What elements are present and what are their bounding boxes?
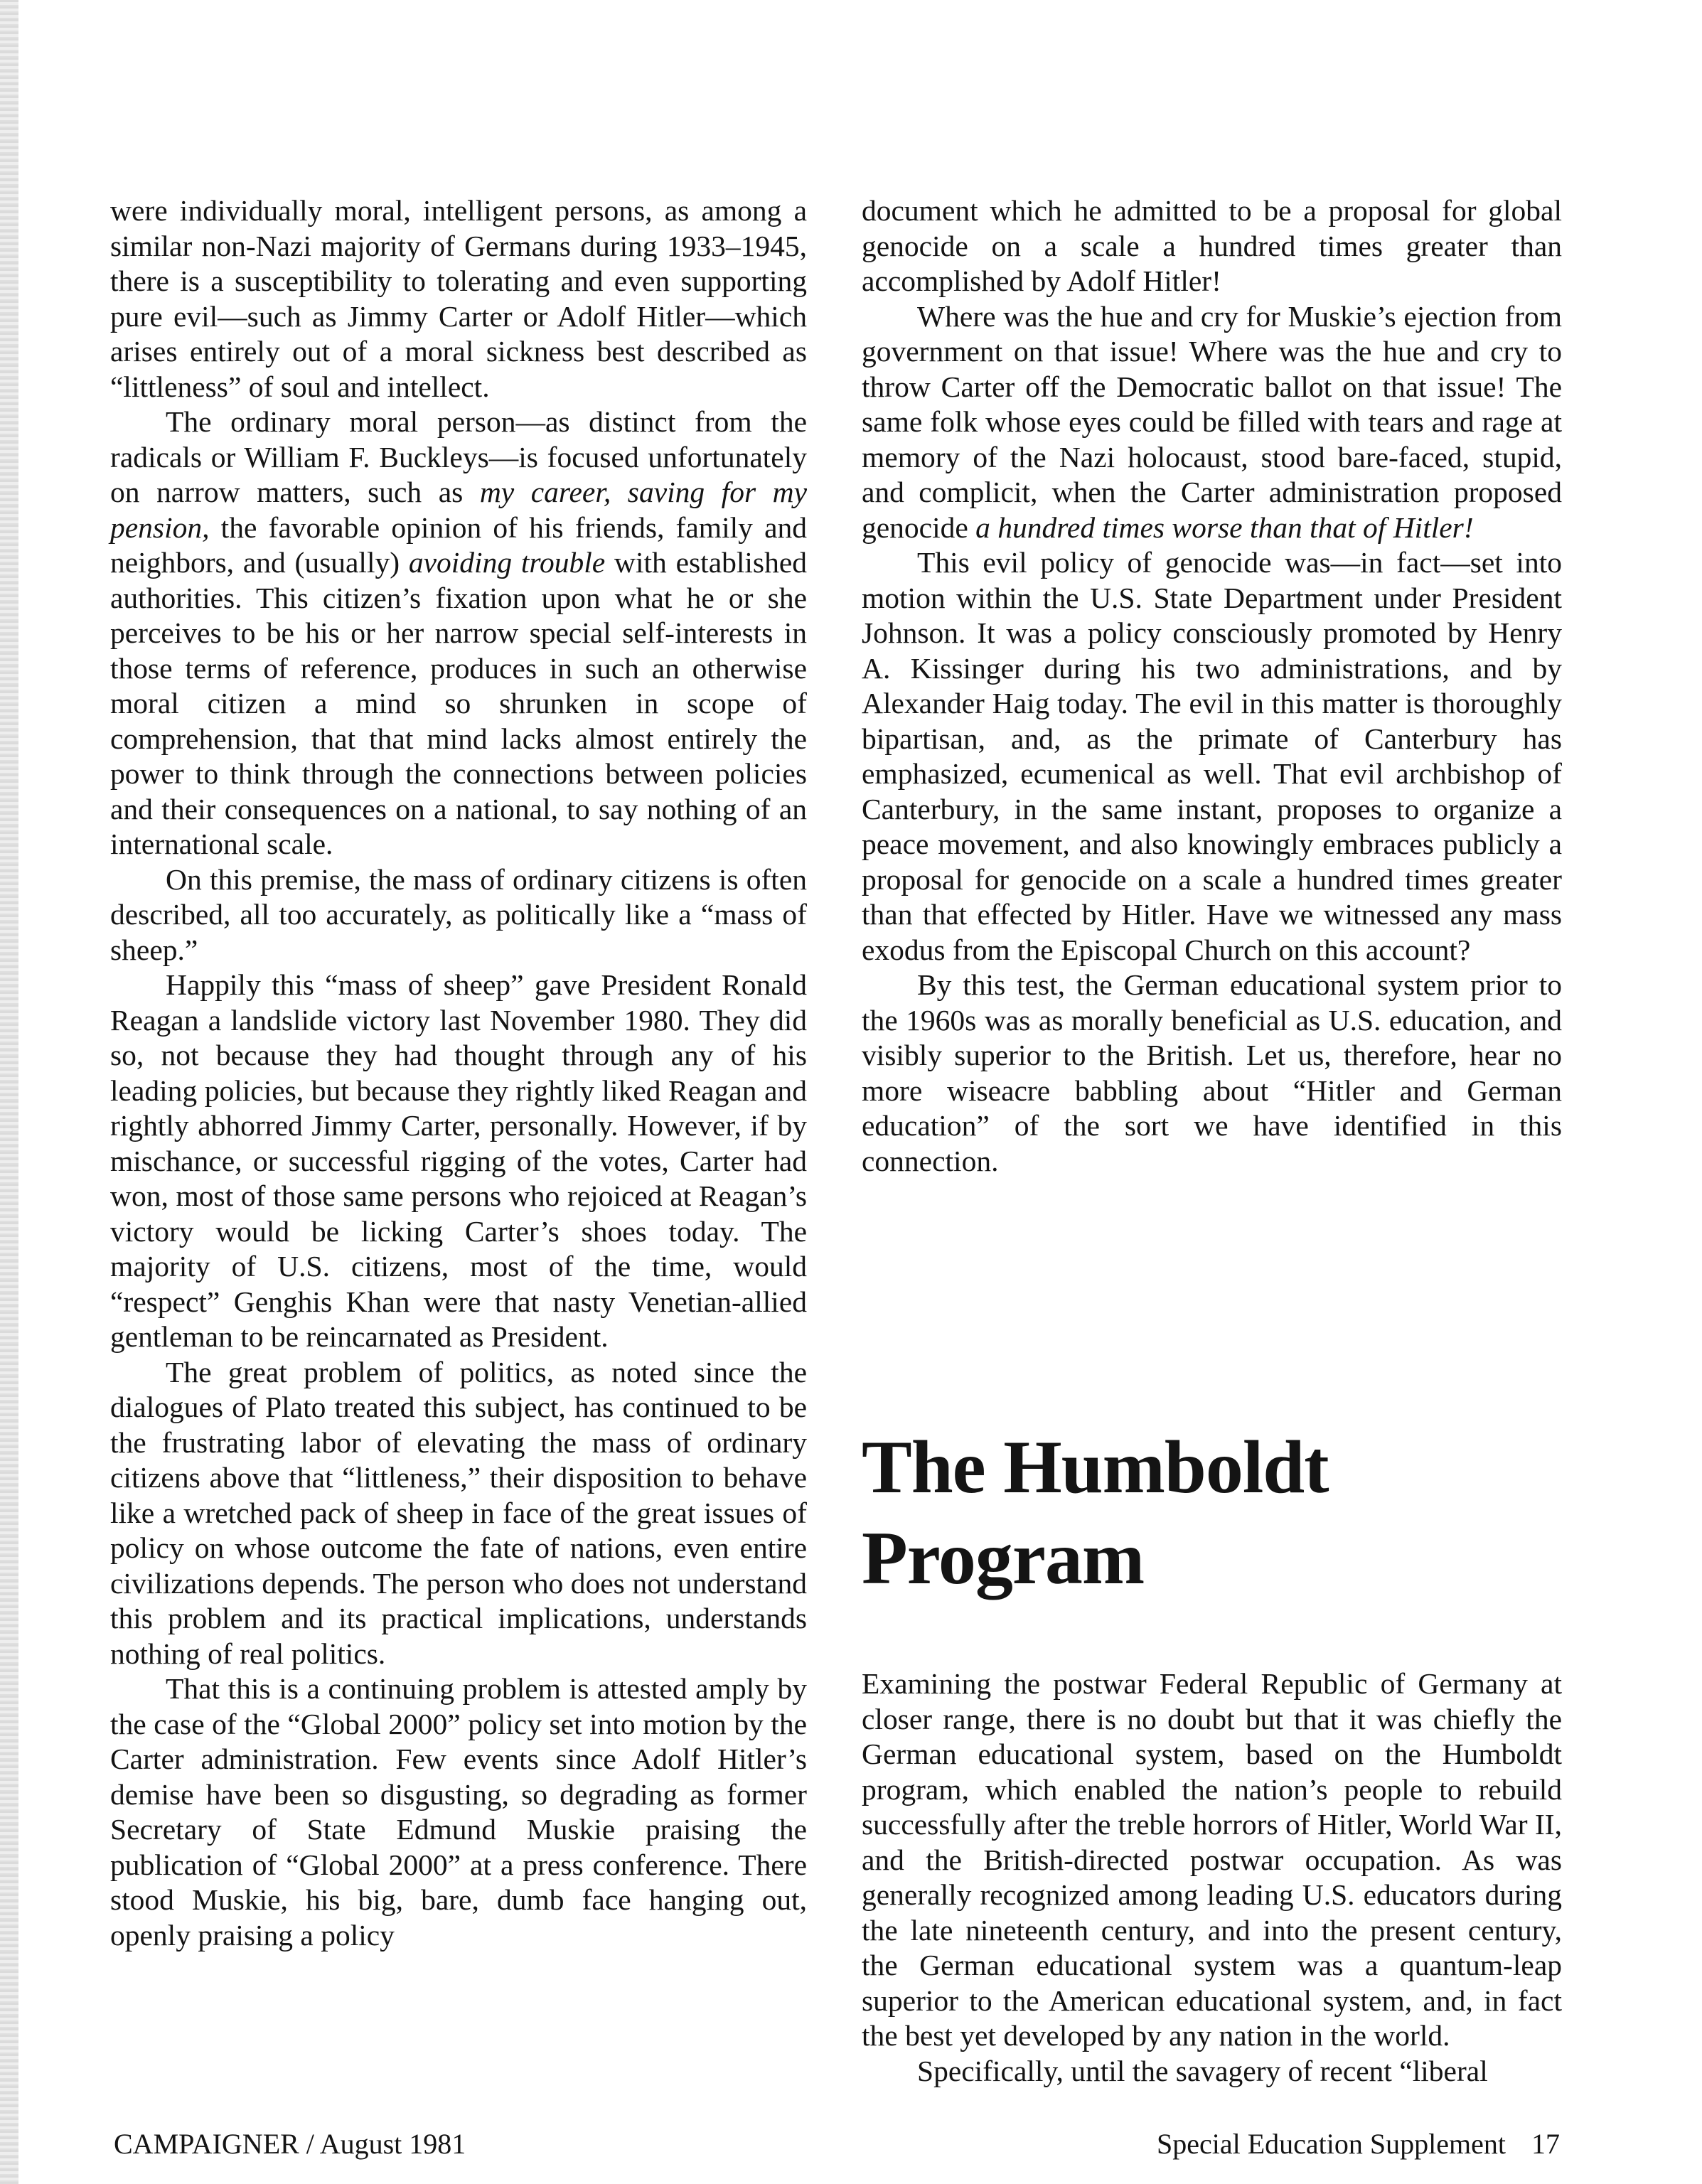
- footer-supplement-title: Special Education Supplement: [1157, 2128, 1506, 2160]
- left-paragraph-6: That this is a continuing problem is attested amply by the case of the “Global 2000” policy set into motion by the Carter administration. Few events since Adolf Hitler’s demise have been so disgusting, so degrading as former Secretary of State Edmund Muskie praising the publication of “Global 2000” at a press conference. There stood Muskie, his big, bare, dumb face hanging out, openly praising a policy: [110, 1672, 807, 1952]
- italic-phrase: avoiding trouble: [408, 546, 606, 579]
- scanned-page-edge: [0, 0, 18, 2184]
- footer-supplement: [1157, 2127, 1560, 2161]
- section-paragraph-2: Specifically, until the savagery of recent “liberal: [917, 2054, 1488, 2087]
- heading-line-2: Program: [862, 1516, 1145, 1600]
- right-paragraph-4: By this test, the German educational system prior to the 1960s was as morally beneficial as U.S. education, and visibly superior to the British. Let us, therefore, hear no more wiseacre babbling about “Hitler and German education” of the sort we have identified in this connection.: [862, 968, 1562, 1177]
- humboldt-section: [862, 1422, 1562, 2089]
- text-run: the favorable opinion of his friends, family and neighbors, and (usually): [110, 510, 807, 579]
- left-paragraph-2: [110, 405, 807, 862]
- heading-line-1: The Humboldt: [862, 1425, 1329, 1509]
- left-paragraph-1: were individually moral, intelligent persons, as among a similar non-Nazi majority of Germans during 1933–1945, there is a susceptibility to tolerating and even supporting pure evil—such as Jimmy Carter or Adolf Hitler—which arises entirely out of a moral sickness best described as “littleness” of soul and intellect.: [110, 194, 807, 403]
- italic-phrase: a hundred times worse than that of Hitler!: [975, 510, 1474, 544]
- left-paragraph-5: The great problem of politics, as noted since the dialogues of Plato treated this subject, has continued to be the frustrating labor of elevating the mass of ordinary citizens above that “littleness,” their disposition to behave like a wretched pack of sheep in face of the great issues of policy on whose outcome the fate of nations, even entire civilizations depends. The person who does not understand this problem and its practical implications, understands nothing of real politics.: [110, 1355, 807, 1670]
- footer-publication: CAMPAIGNER / August 1981: [114, 2128, 466, 2160]
- italic-phrase: my career, saving for my pension,: [110, 476, 807, 544]
- right-column: [862, 193, 1562, 1179]
- text-run: The ordinary moral person—as distinct from the radicals or William F. Buckleys—is focused unfortunately on narrow matters, such as: [110, 405, 807, 508]
- left-column: [110, 193, 807, 1953]
- text-run: with established authorities. This citizen’s fixation upon what he or she perceives to be his or her narrow special self-interests in those terms of reference, produces in such an otherwise moral citizen a mind so shrunken in scope of comprehension, that that mind lacks almost entirely the power to think through the connections between policies and their consequences on a national, to say nothing of an international scale.: [110, 546, 807, 860]
- page-number: 17: [1531, 2128, 1560, 2160]
- left-paragraph-4: Happily this “mass of sheep” gave President Ronald Reagan a landslide victory last November 1980. They did so, not because they had thought through any of his leading policies, but because they rightly liked Reagan and rightly abhorred Jimmy Carter, personally. However, if by mischance, or successful rigging of the votes, Carter had won, most of those same persons who rejoiced at Reagan’s victory would be licking Carter’s shoes today. The majority of U.S. citizens, most of the time, would “respect” Genghis Khan were that nasty Venetian-allied gentleman to be reincarnated as President.: [110, 968, 807, 1353]
- text-run: Where was the hue and cry for Muskie’s ejection from government on that issue! Where was the hue and cry to throw Carter off the Democratic ballot on that issue! The same folk whose eyes could be filled with tears and rage at memory of the Nazi holocaust, stood bare-faced, stupid, and complicit, when the Carter administration proposed genocide: [862, 299, 1562, 544]
- right-paragraph-2: [862, 299, 1562, 546]
- section-heading: [862, 1422, 1562, 1604]
- section-body: [862, 1666, 1562, 2089]
- left-paragraph-3: On this premise, the mass of ordinary citizens is often described, all too accurately, as politically like a “mass of sheep.”: [110, 862, 807, 966]
- right-paragraph-1: document which he admitted to be a proposal for global genocide on a scale a hundred times greater than accomplished by Adolf Hitler!: [862, 194, 1562, 297]
- section-paragraph-1: Examining the postwar Federal Republic of Germany at closer range, there is no doubt but that it was chiefly the German educational system, based on the Humboldt program, which enabled the nation’s people to rebuild successfully after the treble horrors of Hitler, World War II, and the British-directed postwar occupation. As was generally recognized among leading U.S. educators during the late nineteenth century, and into the present century, the German educational system was a quantum-leap superior to the American educational system, and, in fact the best yet developed by any nation in the world.: [862, 1667, 1562, 2052]
- right-paragraph-3: This evil policy of genocide was—in fact—set into motion within the U.S. State Department under President Johnson. It was a policy consciously promoted by Henry A. Kissinger during his two administrations, and by Alexander Haig today. The evil in this matter is thoroughly bipartisan, and, as the primate of Canterbury has emphasized, ecumenical as well. That evil archbishop of Canterbury, in the same instant, proposes to organize a peace movement, and also knowingly embraces publicly a proposal for genocide on a scale a hundred times greater than that effected by Hitler. Have we witnessed any mass exodus from the Episcopal Church on this account?: [862, 546, 1562, 966]
